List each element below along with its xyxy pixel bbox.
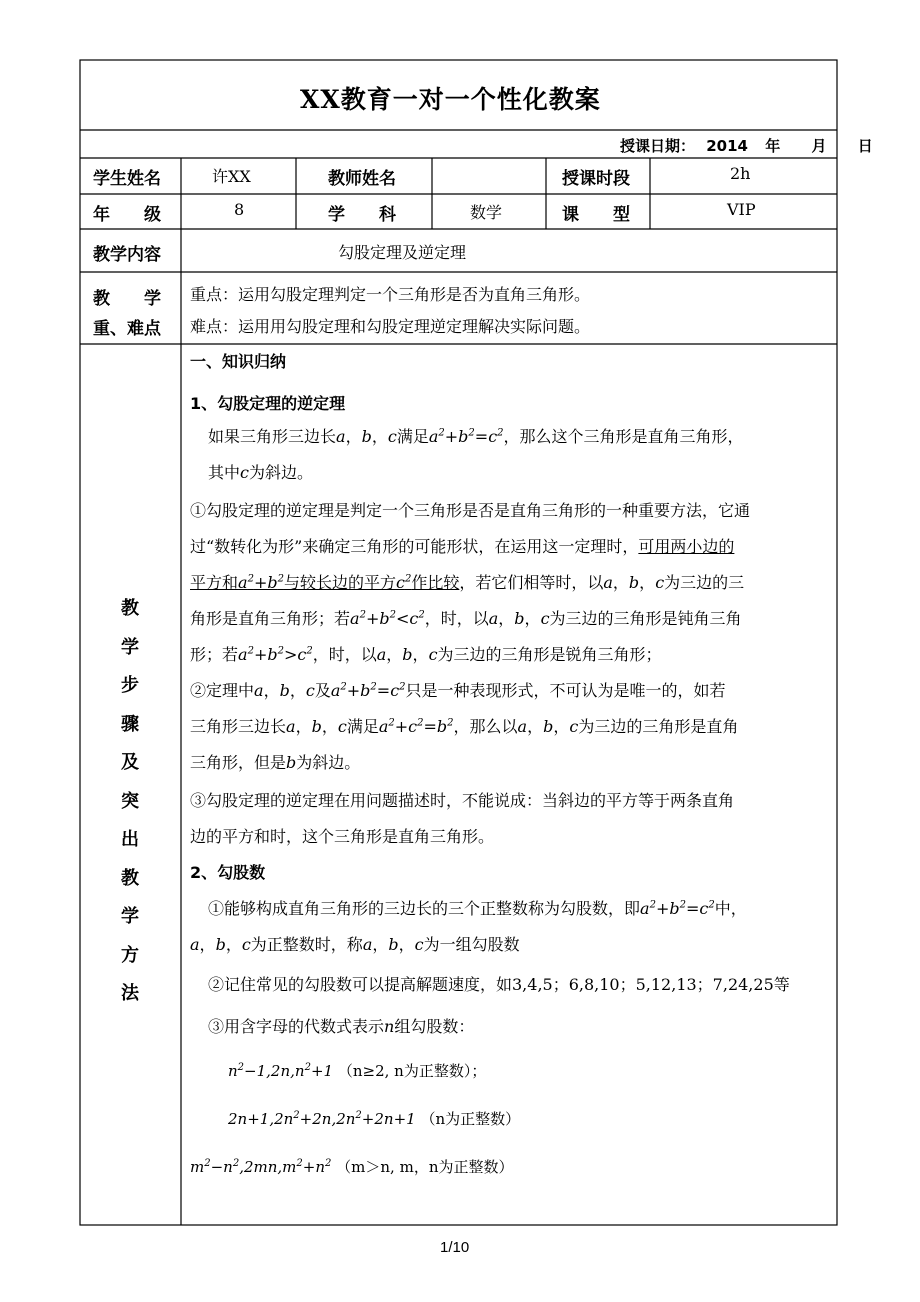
note-1-line-4: 角形是直角三角形；若$a^2+b^2<c^2$，时，以a，b，c为三边的三角形是钝角三角 <box>190 609 742 628</box>
steps-label-char: 方 <box>121 944 139 966</box>
difficult-point: 难点：运用用勾股定理和勾股定理逆定理解决实际问题。 <box>190 317 591 336</box>
student-name: 许XX <box>212 167 251 186</box>
note-2-line-3: 三角形，但是b为斜边。 <box>190 753 361 772</box>
content-label: 教学内容 <box>93 245 161 265</box>
date-line: 授课日期： 2014 年 月 日 <box>620 137 873 155</box>
note-1-line-3: 平方和$a^2+b^2$与较长边的平方$c^2$作比较，若它们相等时，以a，b，c为三边的三 <box>190 573 745 592</box>
note-1-line-5: 形；若$a^2+b^2>c^2$，时，以a，b，c为三边的三角形是锐角三角形； <box>190 645 662 664</box>
steps-label-char: 骤 <box>121 713 139 735</box>
steps-label-char: 教 <box>121 598 139 619</box>
note-2-line-1: ②定理中a，b，c及$a^2+b^2=c^2$只是一种表现形式，不可认为是唯一的，如若 <box>190 681 726 700</box>
grade-value: 8 <box>234 200 245 219</box>
para-1-line-2: 其中c为斜边。 <box>208 463 313 482</box>
steps-label-char: 出 <box>121 829 139 850</box>
section-1-heading: 一、知识归纳 <box>190 352 287 371</box>
content-value: 勾股定理及逆定理 <box>338 243 467 262</box>
type-value: VIP <box>727 200 756 219</box>
steps-label <box>112 590 148 1014</box>
subject-label: 学 科 <box>328 205 396 225</box>
section-1-1-heading: 1、勾股定理的逆定理 <box>190 394 346 413</box>
formula-1: $n^2-1,2n,n^2+1$ （n≥2, n为正整数）； <box>228 1062 487 1080</box>
pyth-num-1-line-2: a，b，c为正整数时，称a，b，c为一组勾股数 <box>190 935 520 954</box>
student-name-label: 学生姓名 <box>93 169 161 189</box>
note-3-line-1: ③勾股定理的逆定理在用问题描述时，不能说成：当斜边的平方等于两条直角 <box>190 791 735 810</box>
steps-label-char: 法 <box>121 983 139 1004</box>
focus-label-2: 重、难点 <box>93 319 161 339</box>
page-number: 1/10 <box>440 1239 470 1256</box>
date-label: 授课日期： <box>620 137 696 155</box>
steps-label-char: 教 <box>121 867 139 889</box>
type-label: 课 型 <box>562 205 630 225</box>
steps-label-char: 及 <box>121 752 139 773</box>
note-2-line-2: 三角形三边长a，b，c满足$a^2+c^2=b^2$，那么以a，b，c为三边的三角形是直角 <box>190 717 739 736</box>
note-1-line-1: ①勾股定理的逆定理是判定一个三角形是否是直角三角形的一种重要方法，它通 <box>190 501 751 520</box>
teacher-name-label: 教师姓名 <box>328 169 396 189</box>
pyth-num-3: ③用含字母的代数式表示n组勾股数： <box>208 1017 475 1036</box>
formula-3: $m^2-n^2,2mn,m^2+n^2$ （m＞n, m，n为正整数） <box>190 1158 514 1176</box>
steps-label-char: 突 <box>121 790 139 812</box>
formula-2: $2n+1,2n^2+2n,2n^2+2n+1$ （n为正整数） <box>228 1110 521 1128</box>
note-3-line-2: 边的平方和时，这个三角形是直角三角形。 <box>190 827 495 846</box>
section-1-2-heading: 2、勾股数 <box>190 863 266 882</box>
steps-label-char: 学 <box>121 636 139 658</box>
steps-label-char: 步 <box>121 675 139 696</box>
note-1-line-2: 过“数转化为形”来确定三角形的可能形状，在运用这一定理时，可用两小边的 <box>190 537 735 556</box>
date-year: 2014 <box>706 137 748 155</box>
para-1-line-1: 如果三角形三边长a，b，c满足$a^2+b^2=c^2$，那么这个三角形是直角三角形， <box>208 427 744 446</box>
page-title: XX教育一对一个性化教案 <box>300 85 601 114</box>
period-label: 授课时段 <box>562 169 630 189</box>
period-value: 2h <box>730 164 751 183</box>
subject-value: 数学 <box>470 203 503 222</box>
focus-label-1: 教 学 <box>93 289 161 309</box>
pyth-num-1-line-1: ①能够构成直角三角形的三边长的三个正整数称为勾股数，即$a^2+b^2=c^2$中， <box>208 899 747 918</box>
steps-label-char: 学 <box>121 906 139 927</box>
key-point: 重点：运用勾股定理判定一个三角形是否为直角三角形。 <box>190 285 591 304</box>
grade-label: 年 级 <box>93 205 161 225</box>
pyth-num-2: ②记住常见的勾股数可以提高解题速度，如3,4,5；6,8,10；5,12,13；7,24,25等 <box>208 975 790 994</box>
